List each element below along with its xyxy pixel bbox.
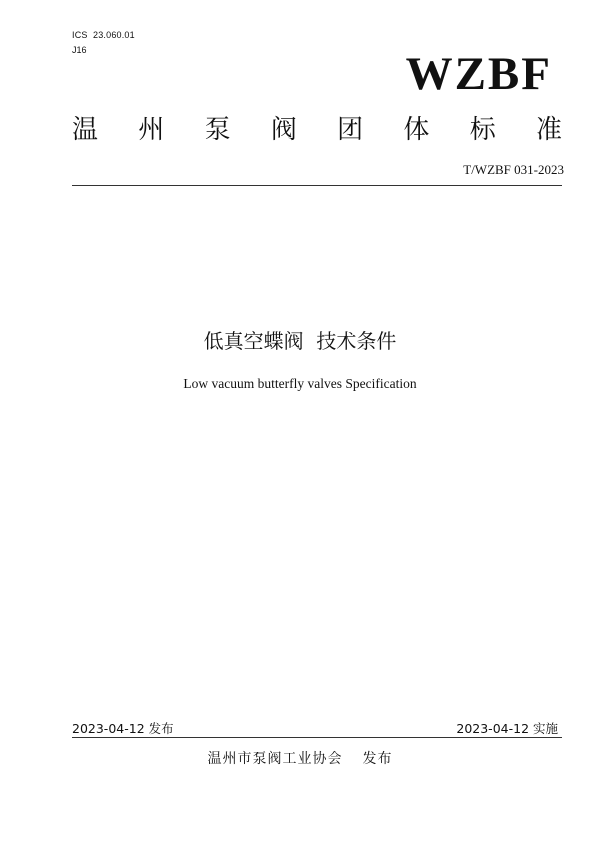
publish-action: 发布: [362, 751, 393, 767]
standard-type-char: 阀: [270, 115, 297, 145]
classification-code: J16: [72, 45, 87, 55]
footer-divider: [72, 737, 562, 738]
publisher-line: [0, 748, 600, 768]
wzbf-logo: WZBF: [405, 48, 552, 100]
header-divider: [72, 185, 562, 186]
standard-type-char: 标: [469, 115, 496, 145]
standard-type-char: 团: [337, 115, 364, 145]
issue-date: 2023-04-12 发布: [72, 721, 174, 736]
ics-code: ICS 23.060.01: [72, 30, 135, 40]
implementation-date: 2023-04-12 实施: [456, 721, 558, 736]
standard-type-char: 准: [535, 115, 562, 145]
standard-type-char: 泵: [204, 115, 231, 145]
standard-type-char: 体: [403, 115, 430, 145]
document-title-english: Low vacuum butterfly valves Specification: [183, 376, 417, 391]
document-title-chinese: 低真空蝶阀 技术条件: [203, 329, 397, 353]
standard-type-char: 温: [72, 115, 99, 145]
publisher-name: 温州市泵阀工业协会: [207, 751, 343, 767]
standard-number: T/WZBF 031-2023: [463, 162, 564, 177]
standard-type-char: 州: [138, 115, 165, 145]
standard-type-title: [72, 110, 562, 150]
